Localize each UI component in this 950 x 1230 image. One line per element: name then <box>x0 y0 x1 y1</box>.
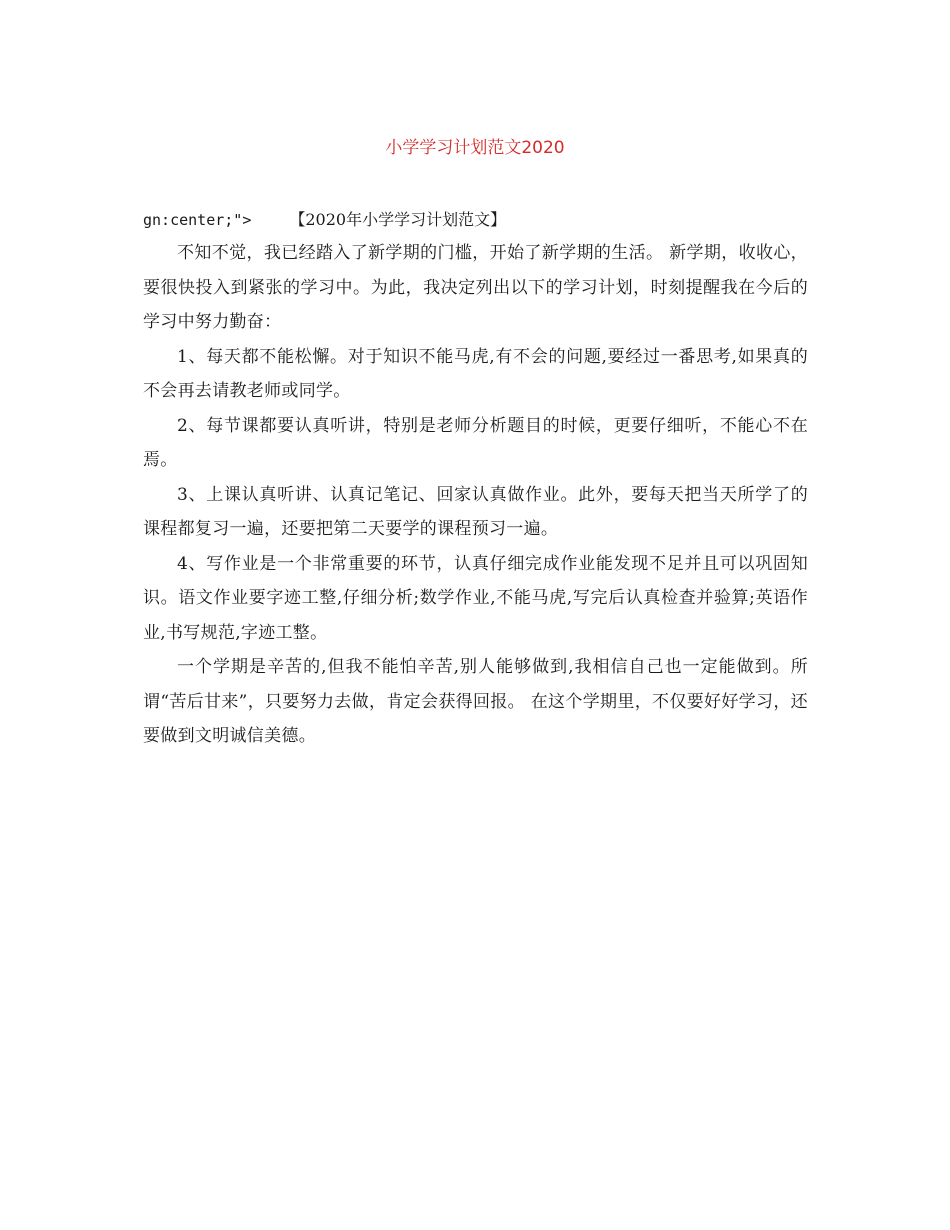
subheading: 【2020年小学学习计划范文】 <box>289 210 507 229</box>
document-title: 小学学习计划范文2020 <box>385 138 565 158</box>
paragraph-conclusion: 一个学期是辛苦的,但我不能怕辛苦,别人能够做到,我相信自己也一定能做到。所谓“苦后甘来”，只要努力去做，肯定会获得回报。 在这个学期里，不仅要好好学习，还要做到文明诚信美德。 <box>143 657 808 746</box>
paragraph-item-2: 2、每节课都要认真听讲，特别是老师分析题目的时候，更要仔细听，不能心不在焉。 <box>143 415 808 470</box>
paragraph-item-4: 4、写作业是一个非常重要的环节，认真仔细完成作业能发现不足并且可以巩固知识。语文作业要字迹工整,仔细分析;数学作业,不能马虎,写完后认真检查并验算;英语作业,书写规范,字迹工整。 <box>143 553 808 643</box>
paragraph-intro: 不知不觉，我已经踏入了新学期的门槛，开始了新学期的生活。 新学期，收收心，要很快投入到紧张的学习中。为此，我决定列出以下的学习计划，时刻提醒我在今后的学习中努力勤奋： <box>143 243 808 332</box>
paragraph-item-1: 1、每天都不能松懈。对于知识不能马虎,有不会的问题,要经过一番思考,如果真的不会再去请教老师或同学。 <box>143 346 808 401</box>
subheading-line <box>143 204 808 236</box>
paragraph-item-3: 3、上课认真听讲、认真记笔记、回家认真做作业。此外，要每天把当天所学了的课程都复习一遍，还要把第二天要学的课程预习一遍。 <box>143 484 808 539</box>
document-body <box>143 204 808 754</box>
markup-artifact-text: gn:center;"> <box>143 211 252 229</box>
